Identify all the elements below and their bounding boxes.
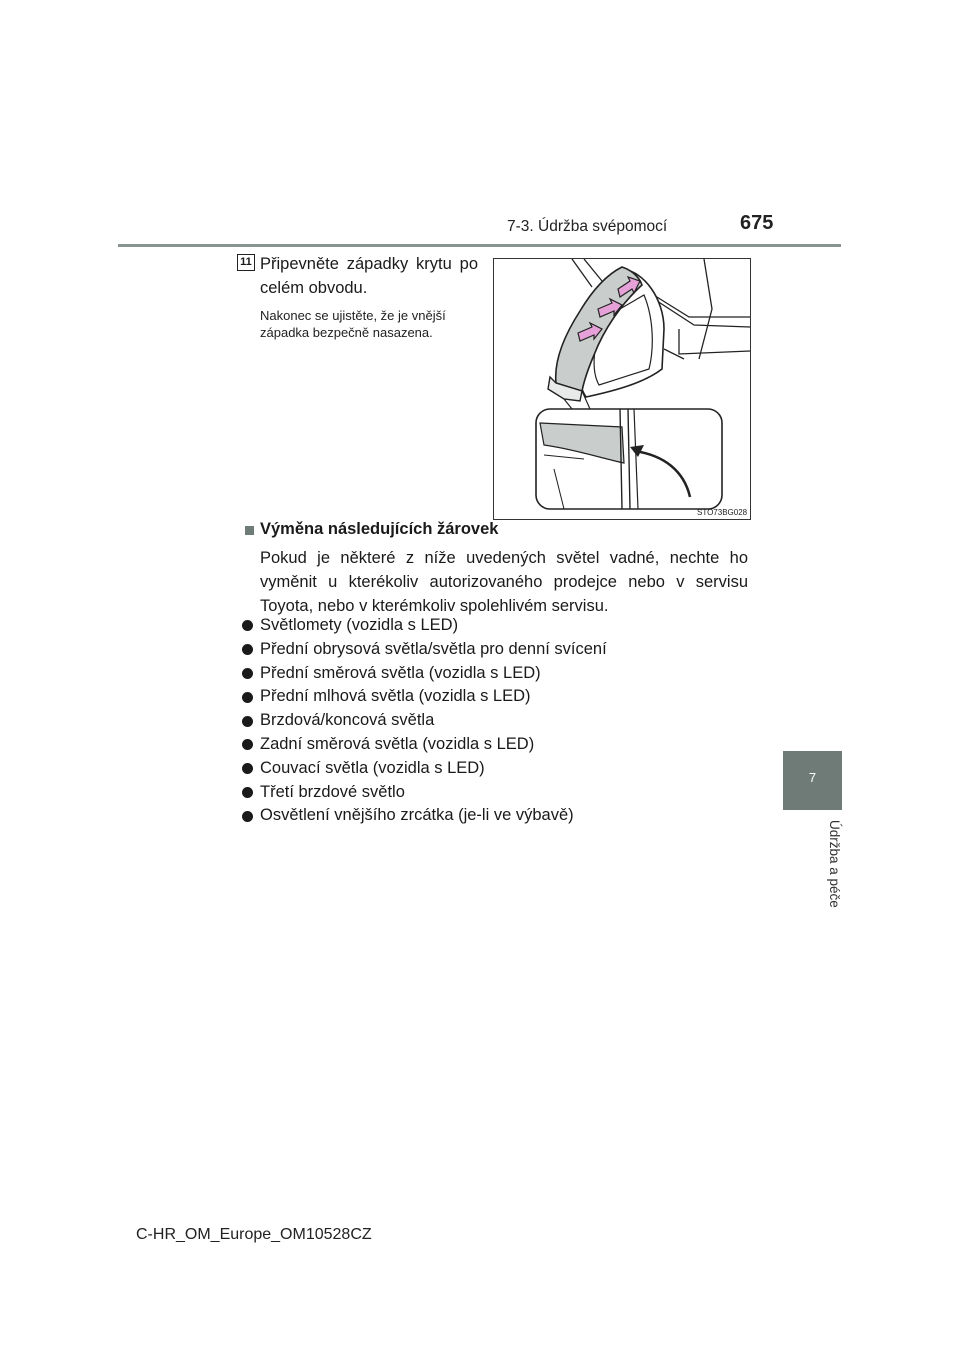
step-instruction: Připevněte západky krytu po celém obvodu.	[260, 255, 478, 297]
bullet-icon	[242, 668, 253, 679]
bullet-icon	[242, 716, 253, 727]
mirror-cover-illustration	[493, 258, 751, 520]
chapter-label: Údržba a péče	[827, 820, 842, 908]
list-item: Přední obrysová světla/světla pro denní svícení	[242, 638, 607, 662]
section-square-icon	[245, 526, 254, 535]
bullet-icon	[242, 620, 253, 631]
list-item: Osvětlení vnějšího zrcátka (je-li ve výbavě)	[242, 804, 607, 828]
list-item: Přední mlhová světla (vozidla s LED)	[242, 685, 607, 709]
page-number: 675	[740, 212, 774, 234]
figure-code: STO73BG028	[697, 508, 748, 517]
header-section-title: 7-3. Údržba svépomocí	[507, 218, 668, 235]
section-title: Výměna následujících žárovek	[260, 520, 499, 538]
bullet-icon	[242, 692, 253, 703]
bullet-icon	[242, 787, 253, 798]
bullet-icon	[242, 811, 253, 822]
bullet-icon	[242, 763, 253, 774]
bulb-list	[242, 614, 607, 828]
mirror-cover-drawing	[494, 259, 750, 519]
header-divider	[118, 244, 841, 247]
list-item: Couvací světla (vozidla s LED)	[242, 757, 607, 781]
list-item: Třetí brzdové světlo	[242, 781, 607, 805]
list-item: Přední směrová světla (vozidla s LED)	[242, 662, 607, 686]
chapter-number: 7	[808, 770, 817, 785]
list-item: Světlomety (vozidla s LED)	[242, 614, 607, 638]
footer-doc-id: C-HR_OM_Europe_OM10528CZ	[136, 1226, 372, 1243]
list-item: Zadní směrová světla (vozidla s LED)	[242, 733, 607, 757]
section-paragraph: Pokud je některé z níže uvedených světel vadné, nechte ho vyměnit u kterékoliv autorizovaného prodejce nebo v servisu Toyota, nebo v kterémkoliv spolehlivém servisu.	[260, 549, 748, 615]
list-item: Brzdová/koncová světla	[242, 709, 607, 733]
step-number-badge: 11	[237, 254, 255, 271]
step-note: Nakonec se ujistěte, že je vnější západka bezpečně nasazena.	[260, 308, 446, 340]
bullet-icon	[242, 739, 253, 750]
bullet-icon	[242, 644, 253, 655]
